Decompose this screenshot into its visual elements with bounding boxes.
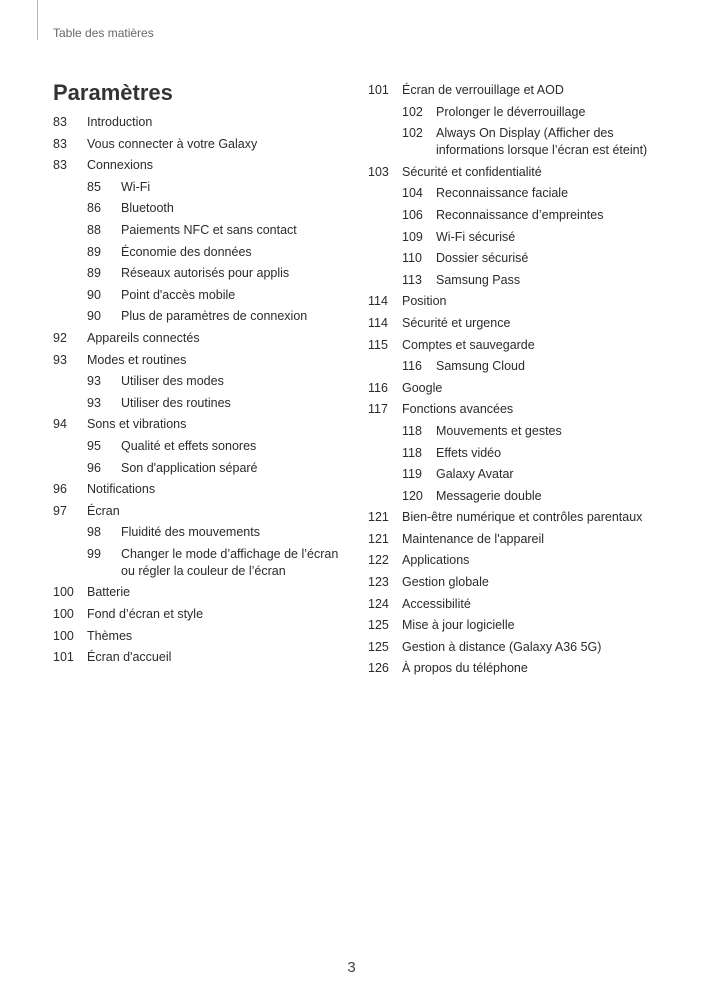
- toc-entry[interactable]: [53, 200, 353, 217]
- toc-entry-page: 83: [53, 136, 67, 151]
- toc-entry[interactable]: [368, 423, 668, 440]
- toc-entry-page: 114: [368, 294, 388, 309]
- toc-entry-page: 118: [402, 445, 422, 460]
- toc-entry-page: 100: [53, 607, 74, 622]
- toc-entry[interactable]: [368, 509, 668, 526]
- toc-entry-title: Changer le mode d’affichage de l’écran ou régler la couleur de l’écran: [121, 546, 339, 578]
- toc-entry[interactable]: [53, 524, 353, 541]
- toc-entry-page: 99: [87, 546, 101, 561]
- toc-entry-title: Mouvements et gestes: [436, 423, 562, 438]
- toc-entry-title: Accessibilité: [402, 596, 471, 611]
- toc-entry-title: Prolonger le déverrouillage: [436, 104, 586, 119]
- toc-entry-title: Qualité et effets sonores: [121, 438, 257, 453]
- toc-entry-title: Notifications: [87, 482, 156, 497]
- toc-entry[interactable]: [368, 401, 668, 418]
- toc-entry-page: 93: [87, 395, 101, 410]
- toc-entry[interactable]: [53, 373, 353, 390]
- toc-entry-page: 113: [402, 272, 422, 287]
- toc-entry-title: Galaxy Avatar: [436, 467, 514, 482]
- toc-entry-page: 115: [368, 337, 388, 352]
- toc-entry[interactable]: [368, 639, 668, 656]
- toc-entry[interactable]: [53, 179, 353, 196]
- toc-entry[interactable]: [53, 308, 353, 325]
- toc-entry-page: 98: [87, 525, 101, 540]
- toc-entry-title: Connexions: [87, 158, 154, 173]
- toc-entry-title: Wi-Fi sécurisé: [436, 229, 516, 244]
- toc-entry-page: 93: [87, 374, 101, 389]
- toc-entry-title: Thèmes: [87, 628, 133, 643]
- toc-entry[interactable]: [53, 628, 353, 645]
- toc-entry-page: 101: [368, 83, 389, 97]
- toc-entry-page: 118: [402, 423, 422, 438]
- toc-entry-page: 86: [87, 201, 101, 216]
- toc-entry-page: 97: [53, 503, 67, 518]
- toc-entry[interactable]: [368, 315, 668, 332]
- toc-entry-page: 119: [402, 467, 422, 482]
- toc-entry[interactable]: [368, 164, 668, 181]
- toc-entry-title: Gestion globale: [402, 575, 489, 590]
- header-divider: [37, 0, 38, 40]
- toc-entry-title: Bien-être numérique et contrôles parentaux: [402, 510, 643, 525]
- toc-entry-title: Écran: [87, 503, 120, 518]
- toc-entry-page: 123: [368, 575, 389, 590]
- toc-entry-title: À propos du téléphone: [402, 661, 528, 676]
- toc-entry-page: 106: [402, 207, 423, 222]
- toc-entry[interactable]: [53, 503, 353, 520]
- toc-entry[interactable]: [368, 488, 668, 505]
- toc-entry-page: 100: [53, 585, 74, 600]
- toc-entry-title: Appareils connectés: [87, 330, 200, 345]
- toc-entry-page: 101: [53, 650, 74, 665]
- toc-entry-page: 114: [368, 315, 388, 330]
- toc-entry-title: Paiements NFC et sans contact: [121, 222, 297, 237]
- toc-entry[interactable]: [53, 584, 353, 601]
- toc-entry-title: Réseaux autorisés pour applis: [121, 266, 290, 281]
- toc-entry-page: 120: [402, 488, 423, 503]
- toc-entry-page: 103: [368, 164, 389, 179]
- toc-entry-title: Maintenance de l'appareil: [402, 531, 545, 546]
- toc-entry[interactable]: [368, 293, 668, 310]
- toc-entry[interactable]: [53, 265, 353, 282]
- toc-entry-title: Utiliser des modes: [121, 374, 224, 389]
- toc-entry-title: Samsung Pass: [436, 272, 521, 287]
- toc-entry-page: 124: [368, 596, 389, 611]
- toc-entry-title: Économie des données: [121, 244, 252, 259]
- toc-entry-title: Fond d’écran et style: [87, 607, 204, 622]
- toc-entry-title: Applications: [402, 553, 470, 568]
- toc-entry-title: Vous connecter à votre Galaxy: [87, 136, 258, 151]
- toc-entry[interactable]: [368, 531, 668, 548]
- toc-entry-title: Introduction: [87, 115, 153, 129]
- toc-entry[interactable]: [368, 104, 668, 121]
- toc-entry-title: Fonctions avancées: [402, 402, 514, 417]
- toc-entry-page: 93: [53, 352, 67, 367]
- toc-entry-title: Écran de verrouillage et AOD: [402, 83, 564, 97]
- toc-entry-page: 96: [53, 482, 67, 497]
- toc-entry[interactable]: [368, 185, 668, 202]
- toc-entry[interactable]: [368, 125, 668, 159]
- toc-entry-page: 102: [402, 104, 423, 119]
- toc-entry[interactable]: [368, 82, 668, 99]
- toc-entry-title: Google: [402, 380, 443, 395]
- toc-entry-title: Reconnaissance faciale: [436, 186, 569, 201]
- toc-entry[interactable]: [53, 244, 353, 261]
- toc-entry-title: Plus de paramètres de connexion: [121, 309, 308, 324]
- toc-entry-page: 110: [402, 251, 422, 266]
- toc-entry-title: Utiliser des routines: [121, 395, 231, 410]
- toc-entry[interactable]: [53, 649, 353, 666]
- toc-entry[interactable]: [368, 445, 668, 462]
- toc-entry-title: Always On Display (Afficher des informations lorsque l’écran est éteint): [436, 126, 648, 158]
- toc-entry-page: 125: [368, 639, 389, 654]
- toc-entry-title: Gestion à distance (Galaxy A36 5G): [402, 639, 602, 654]
- toc-entry-page: 104: [402, 186, 423, 201]
- toc-entry-title: Bluetooth: [121, 201, 174, 216]
- toc-entry-page: 89: [87, 244, 101, 259]
- toc-entry-title: Sécurité et urgence: [402, 315, 511, 330]
- toc-entry-page: 102: [402, 126, 423, 141]
- toc-entry-title: Effets vidéo: [436, 445, 502, 460]
- toc-entry[interactable]: [368, 272, 668, 289]
- toc-entry-page: 83: [53, 115, 67, 129]
- toc-entry[interactable]: [368, 207, 668, 224]
- section-title: Paramètres: [53, 80, 173, 105]
- toc-entry[interactable]: [368, 552, 668, 569]
- toc-entry-page: 116: [402, 359, 422, 374]
- toc-entry-title: Son d'application séparé: [121, 460, 258, 475]
- toc-entry-page: 94: [53, 417, 67, 432]
- toc-entry-title: Sons et vibrations: [87, 417, 187, 432]
- toc-entry[interactable]: [368, 380, 668, 397]
- toc-entry-title: Dossier sécurisé: [436, 251, 529, 266]
- toc-entry[interactable]: [53, 438, 353, 455]
- toc-entry-page: 96: [87, 460, 101, 475]
- toc-entry[interactable]: [53, 114, 353, 131]
- toc-entry-page: 92: [53, 330, 67, 345]
- toc-entry-page: 126: [368, 661, 389, 676]
- toc-entry-title: Reconnaissance d’empreintes: [436, 207, 604, 222]
- toc-entry-title: Modes et routines: [87, 352, 187, 367]
- toc-entry[interactable]: [53, 136, 353, 153]
- toc-entry[interactable]: [368, 229, 668, 246]
- toc-entry-page: 100: [53, 628, 74, 643]
- toc-entry-page: 121: [368, 531, 389, 546]
- toc-entry[interactable]: [368, 596, 668, 613]
- toc-entry[interactable]: [368, 250, 668, 267]
- toc-entry-page: 90: [87, 287, 101, 302]
- toc-entry-title: Batterie: [87, 585, 131, 600]
- toc-entry-title: Sécurité et confidentialité: [402, 164, 542, 179]
- toc-entry-title: Point d'accès mobile: [121, 287, 236, 302]
- toc-column-right: [368, 82, 668, 682]
- toc-entry-page: 95: [87, 438, 101, 453]
- toc-entry-page: 125: [368, 618, 389, 633]
- toc-entry-title: Écran d'accueil: [87, 650, 172, 665]
- toc-entry-page: 85: [87, 179, 101, 194]
- toc-entry-page: 90: [87, 309, 101, 324]
- toc-entry[interactable]: [53, 606, 353, 623]
- toc-entry-page: 109: [402, 229, 423, 244]
- toc-entry-title: Wi-Fi: [121, 179, 151, 194]
- toc-entry-page: 117: [368, 402, 388, 417]
- toc-entry-page: 122: [368, 553, 389, 568]
- toc-entry[interactable]: [368, 466, 668, 483]
- toc-entry[interactable]: [368, 617, 668, 634]
- page-number: 3: [347, 959, 356, 976]
- toc-entry[interactable]: [368, 574, 668, 591]
- toc-entry[interactable]: [368, 337, 668, 354]
- toc-entry-title: Mise à jour logicielle: [402, 618, 515, 633]
- toc-entry[interactable]: [53, 416, 353, 433]
- toc-entry[interactable]: [368, 358, 668, 375]
- toc-entry[interactable]: [53, 157, 353, 174]
- toc-entry[interactable]: [53, 395, 353, 412]
- toc-entry-title: Position: [402, 294, 447, 309]
- toc-entry[interactable]: [53, 287, 353, 304]
- toc-column-left: [53, 114, 353, 671]
- toc-entry-page: 121: [368, 510, 389, 525]
- toc-entry-title: Samsung Cloud: [436, 359, 525, 374]
- toc-entry[interactable]: [53, 481, 353, 498]
- toc-entry[interactable]: [53, 330, 353, 347]
- toc-entry[interactable]: [53, 460, 353, 477]
- toc-entry-title: Comptes et sauvegarde: [402, 337, 535, 352]
- toc-entry-page: 89: [87, 266, 101, 281]
- toc-entry-title: Messagerie double: [436, 488, 542, 503]
- toc-entry[interactable]: [53, 546, 353, 580]
- toc-entry-page: 88: [87, 222, 101, 237]
- toc-entry[interactable]: [368, 660, 668, 677]
- toc-entry[interactable]: [53, 352, 353, 369]
- toc-entry-page: 116: [368, 380, 388, 395]
- toc-entry-title: Fluidité des mouvements: [121, 525, 260, 540]
- toc-entry[interactable]: [53, 222, 353, 239]
- header-label: Table des matières: [53, 26, 154, 40]
- toc-entry-page: 83: [53, 158, 67, 173]
